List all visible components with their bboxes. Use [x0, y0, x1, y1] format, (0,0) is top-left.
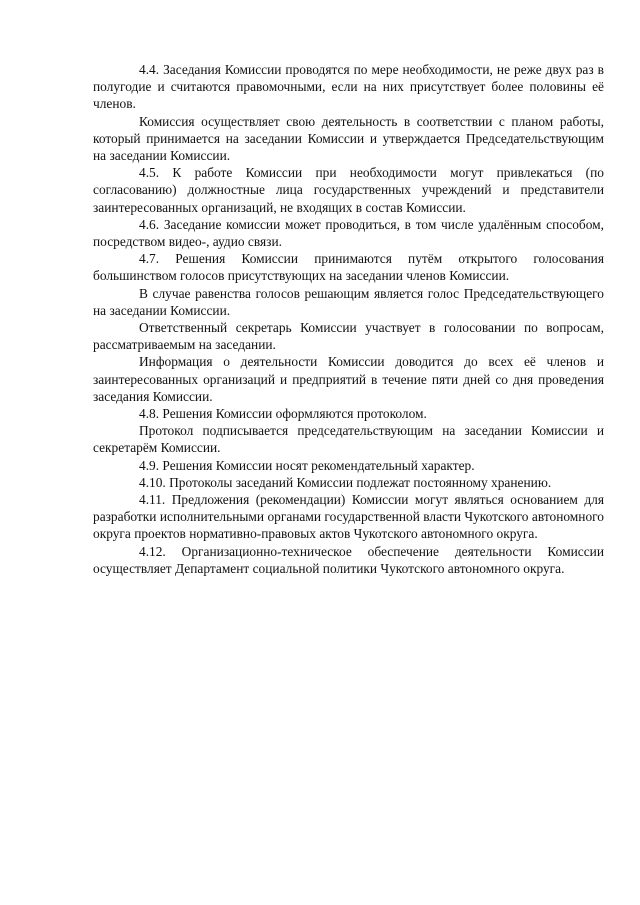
paragraph-secretary-vote: Ответственный секретарь Комиссии участвует в голосовании по вопросам, рассматриваемым на заседании.	[93, 320, 604, 353]
paragraph-tie-vote: В случае равенства голосов решающим является голос Председательствующего на заседании Комиссии.	[93, 285, 604, 318]
paragraph-plan-of-work: Комиссия осуществляет свою деятельность в соответствии с планом работы, который принимается на заседании Комиссии и утверждается Председательствующим на заседании Комиссии.	[93, 113, 604, 164]
paragraph-4-9: 4.9. Решения Комиссии носят рекомендательный характер.	[139, 457, 475, 473]
paragraph-4-5: 4.5. К работе Комиссии при необходимости могут привлекаться (по согласованию) должностные лица государственных учреждений и представители заинтересованных организаций, не входящих в состав Комиссии.	[93, 165, 604, 215]
document-body	[93, 61, 604, 577]
paragraph-4-7: 4.7. Решения Комиссии принимаются путём открытого голосования большинством голосов присутствующих на заседании членов Комиссии.	[93, 251, 604, 284]
paragraph-4-4: 4.4. Заседания Комиссии проводятся по мере необходимости, не реже двух раз в полугодие и считаются правомочными, если на них присутствует более половины её членов.	[93, 62, 604, 112]
paragraph-4-6: 4.6. Заседание комиссии может проводиться, в том числе удалённым способом, посредством видео-, аудио связи.	[93, 216, 604, 250]
paragraph-4-11: 4.11. Предложения (рекомендации) Комиссии могут являться основанием для разработки исполнительными органами государственной власти Чукотского автономного округа проектов нормативно-правовых актов Чукотского автономного округа.	[93, 492, 604, 542]
paragraph-4-12: 4.12. Организационно-техническое обеспечение деятельности Комиссии осуществляет Департамент социальной политики Чукотского автономного округа.	[93, 543, 604, 576]
paragraph-information: Информация о деятельности Комиссии доводится до всех её членов и заинтересованных организаций и предприятий в течение пяти дней со дня проведения заседания Комиссии.	[93, 354, 604, 404]
paragraph-protocol-signing: Протокол подписывается председательствующим на заседании Комиссии и секретарём Комиссии.	[93, 423, 604, 456]
paragraph-4-8: 4.8. Решения Комиссии оформляются протоколом.	[139, 406, 427, 422]
paragraph-4-10: 4.10. Протоколы заседаний Комиссии подлежат постоянному хранению.	[139, 474, 552, 490]
